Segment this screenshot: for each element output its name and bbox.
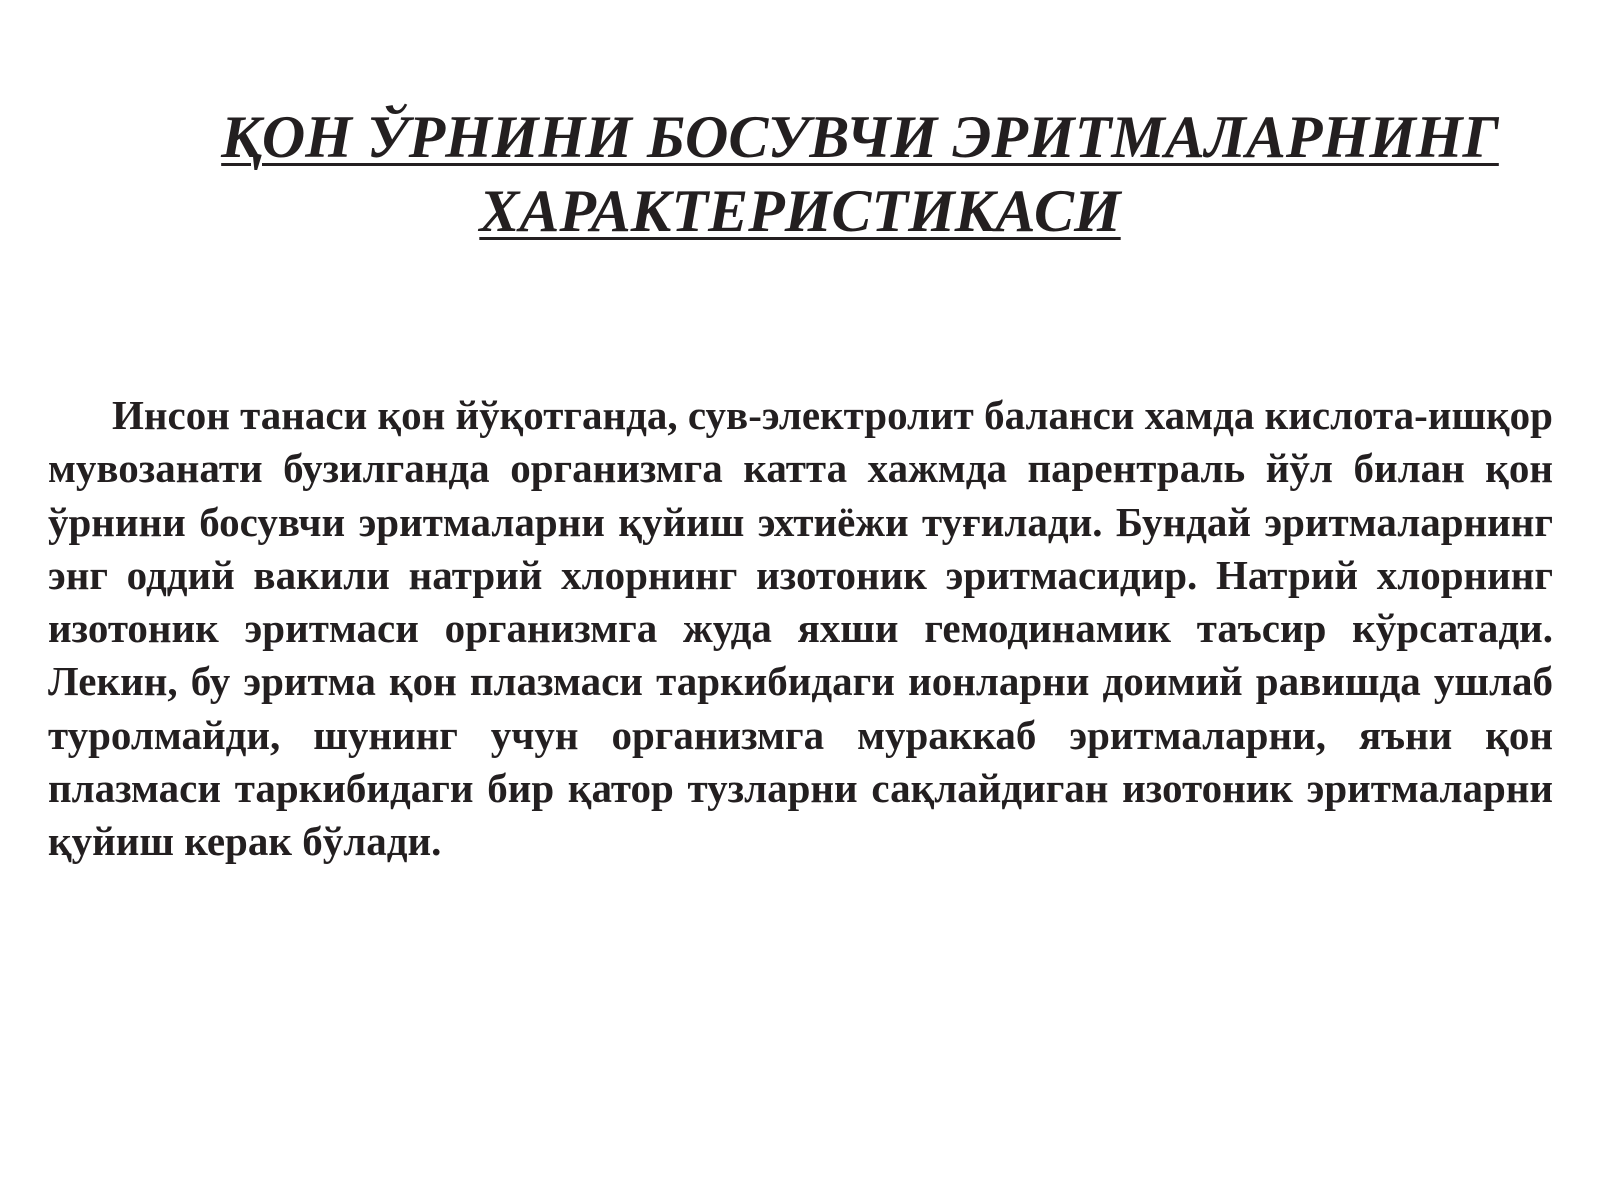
title-line-2: ХАРАКТЕРИСТИКАСИ bbox=[479, 178, 1121, 244]
body-paragraph: Инсон танаси қон йўқотганда, сув-электролит баланси хамда кислота-ишқор мувозанати бузилганда организмга катта хажмда парентраль йўл билан қон ўрнини босувчи эритмаларни қуйиш эхтиёжи туғилади. Бундай эритмаларнинг энг оддий вакили натрий хлорнинг изотоник эритмасидир. Натрий хлорнинг изотоник эритмаси организмга жуда яхши гемодинамик таъсир кўрсатади. Лекин, бу эритма қон плазмаси таркибидаги ионларни доимий равишда ушлаб туролмайди, шунинг учун организмга мураккаб эритмаларни, яъни қон плазмаси таркибидаги бир қатор тузларни сақлайдиган изотоник эритмаларни қуйиш керак бўлади. bbox=[48, 392, 1553, 865]
slide-title bbox=[40, 100, 1560, 248]
title-line-1: ҚОН ЎРНИНИ БОСУВЧИ ЭРИТМАЛАРНИНГ bbox=[221, 104, 1499, 170]
